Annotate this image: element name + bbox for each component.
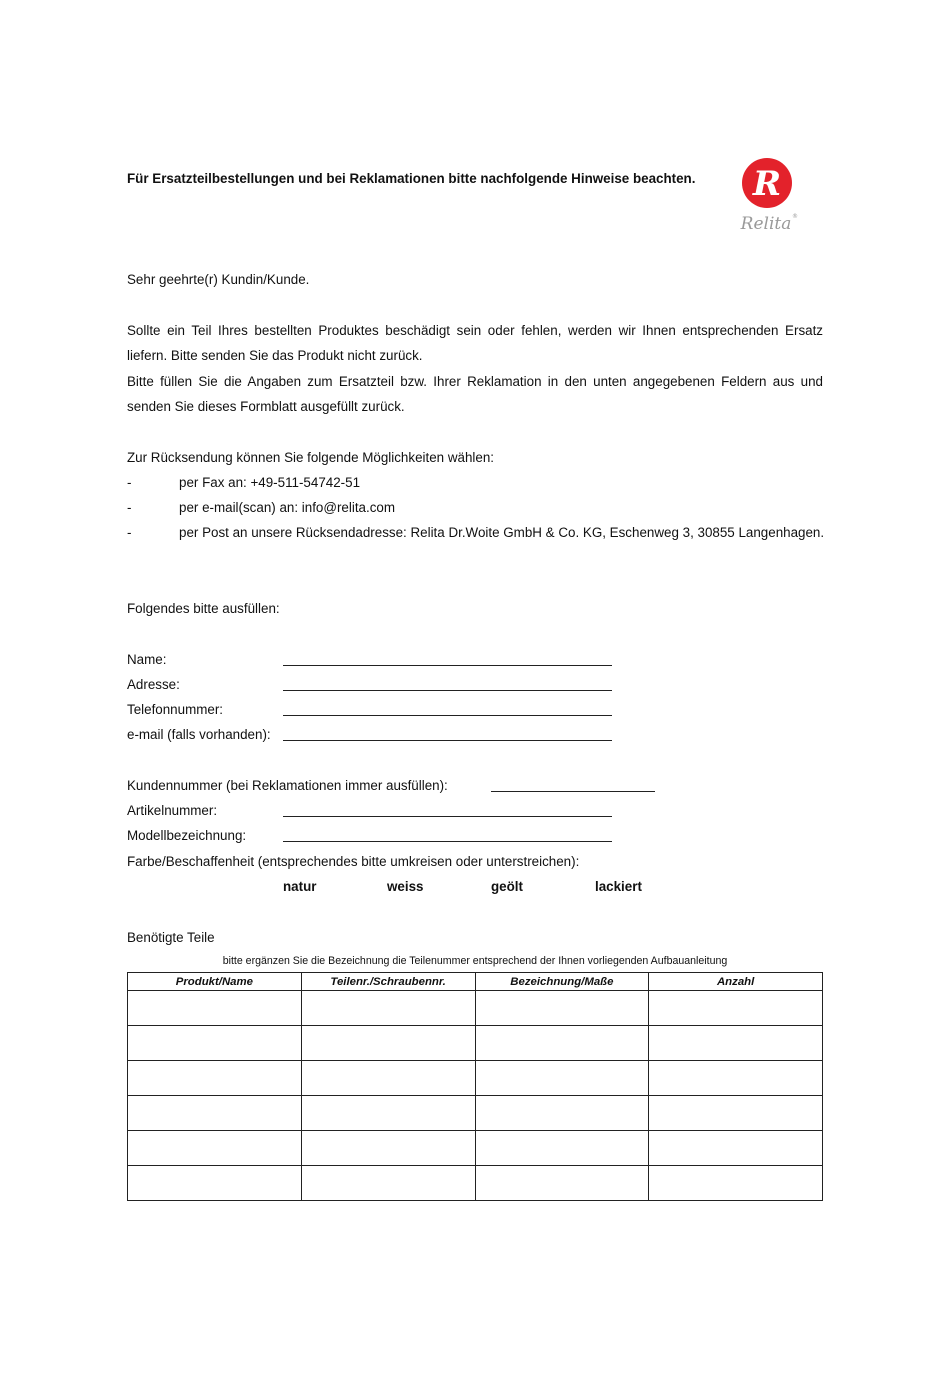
email-label: e-mail (falls vorhanden): (127, 727, 271, 742)
relita-logo (740, 156, 796, 236)
parts-table-header (128, 973, 823, 991)
paragraph-replacement (127, 318, 823, 420)
phone-label: Telefonnummer: (127, 702, 224, 717)
name-label: Name: (127, 652, 167, 667)
email-field[interactable] (283, 740, 612, 741)
table-cell[interactable] (128, 991, 302, 1026)
return-option-fax: per Fax an: +49-511-54742-51 (179, 475, 361, 490)
color-label: Farbe/Beschaffenheit (entsprechendes bitte umkreisen oder unterstreichen): (127, 854, 580, 869)
article-number-label: Artikelnummer: (127, 803, 218, 818)
fill-intro: Folgendes bitte ausfüllen: (127, 601, 280, 616)
color-option-weiss[interactable]: weiss (387, 879, 424, 894)
table-row (128, 1061, 823, 1096)
parts-title: Benötigte Teile (127, 930, 215, 945)
return-option-email: per e-mail(scan) an: info@relita.com (179, 500, 396, 515)
table-row (128, 991, 823, 1026)
address-label: Adresse: (127, 677, 180, 692)
table-cell[interactable] (301, 1096, 475, 1131)
table-cell[interactable] (649, 1166, 823, 1201)
color-option-geoelt[interactable]: geölt (491, 879, 523, 894)
paragraph-form-line-2: senden Sie dieses Formblatt ausgefüllt zurück. (127, 399, 405, 415)
return-option-bullet: - (127, 475, 132, 490)
table-cell[interactable] (301, 991, 475, 1026)
column-header-quantity: Anzahl (649, 973, 823, 991)
return-option-bullet: - (127, 500, 132, 515)
customer-number-field[interactable] (491, 791, 655, 792)
column-header-description: Bezeichnung/Maße (475, 973, 649, 991)
table-row (128, 1131, 823, 1166)
article-number-field[interactable] (283, 816, 612, 817)
logo-registered-mark: ® (792, 213, 798, 220)
table-cell[interactable] (301, 1131, 475, 1166)
table-cell[interactable] (475, 1061, 649, 1096)
phone-field[interactable] (283, 715, 612, 716)
return-option-post: per Post an unsere Rücksendadresse: Relita Dr.Woite GmbH & Co. KG, Eschenweg 3, 30855 Langenhagen. (179, 525, 825, 540)
column-header-part-number: Teilenr./Schraubennr. (301, 973, 475, 991)
table-cell[interactable] (649, 991, 823, 1026)
return-intro: Zur Rücksendung können Sie folgende Möglichkeiten wählen: (127, 450, 494, 465)
address-field[interactable] (283, 690, 612, 691)
table-cell[interactable] (649, 1026, 823, 1061)
table-cell[interactable] (128, 1096, 302, 1131)
table-cell[interactable] (649, 1061, 823, 1096)
logo-letter: R (752, 164, 782, 204)
paragraph-replacement-line-2: liefern. Bitte senden Sie das Produkt nicht zurück. (127, 348, 423, 364)
table-cell[interactable] (128, 1166, 302, 1201)
parts-hint: bitte ergänzen Sie die Bezeichnung die Teilenummer entsprechend der Ihnen vorliegenden Aufbauanleitung (222, 955, 728, 967)
table-cell[interactable] (301, 1166, 475, 1201)
logo-wordmark: Relita (740, 214, 792, 234)
parts-table (127, 972, 823, 1201)
model-label: Modellbezeichnung: (127, 828, 247, 843)
color-option-natur[interactable]: natur (283, 879, 317, 894)
table-row (128, 1166, 823, 1201)
table-row (128, 1096, 823, 1131)
table-cell[interactable] (475, 1166, 649, 1201)
table-cell[interactable] (475, 1131, 649, 1166)
table-cell[interactable] (649, 1131, 823, 1166)
table-cell[interactable] (128, 1026, 302, 1061)
greeting: Sehr geehrte(r) Kundin/Kunde. (127, 272, 310, 287)
table-cell[interactable] (475, 1026, 649, 1061)
color-option-lackiert[interactable]: lackiert (595, 879, 642, 894)
paragraph-replacement-line-1: Sollte ein Teil Ihres bestellten Produktes beschädigt sein oder fehlen, werden wir Ihnen entsprechenden Ersatz (127, 323, 823, 338)
name-field[interactable] (283, 665, 612, 666)
paragraph-form-line-1: Bitte füllen Sie die Angaben zum Ersatzteil bzw. Ihrer Reklamation in den unten angegebenen Feldern aus und (127, 373, 823, 389)
page-heading: Für Ersatzteilbestellungen und bei Reklamationen bitte nachfolgende Hinweise beachten. (127, 171, 696, 186)
column-header-product: Produkt/Name (128, 973, 302, 991)
table-cell[interactable] (475, 1096, 649, 1131)
return-option-bullet: - (127, 525, 132, 540)
customer-number-label: Kundennummer (bei Reklamationen immer ausfüllen): (127, 778, 448, 793)
table-cell[interactable] (301, 1061, 475, 1096)
table-cell[interactable] (649, 1096, 823, 1131)
relita-logo-icon (740, 156, 796, 236)
table-cell[interactable] (128, 1131, 302, 1166)
table-cell[interactable] (301, 1026, 475, 1061)
table-cell[interactable] (128, 1061, 302, 1096)
table-row (128, 1026, 823, 1061)
model-field[interactable] (283, 841, 612, 842)
table-cell[interactable] (475, 991, 649, 1026)
